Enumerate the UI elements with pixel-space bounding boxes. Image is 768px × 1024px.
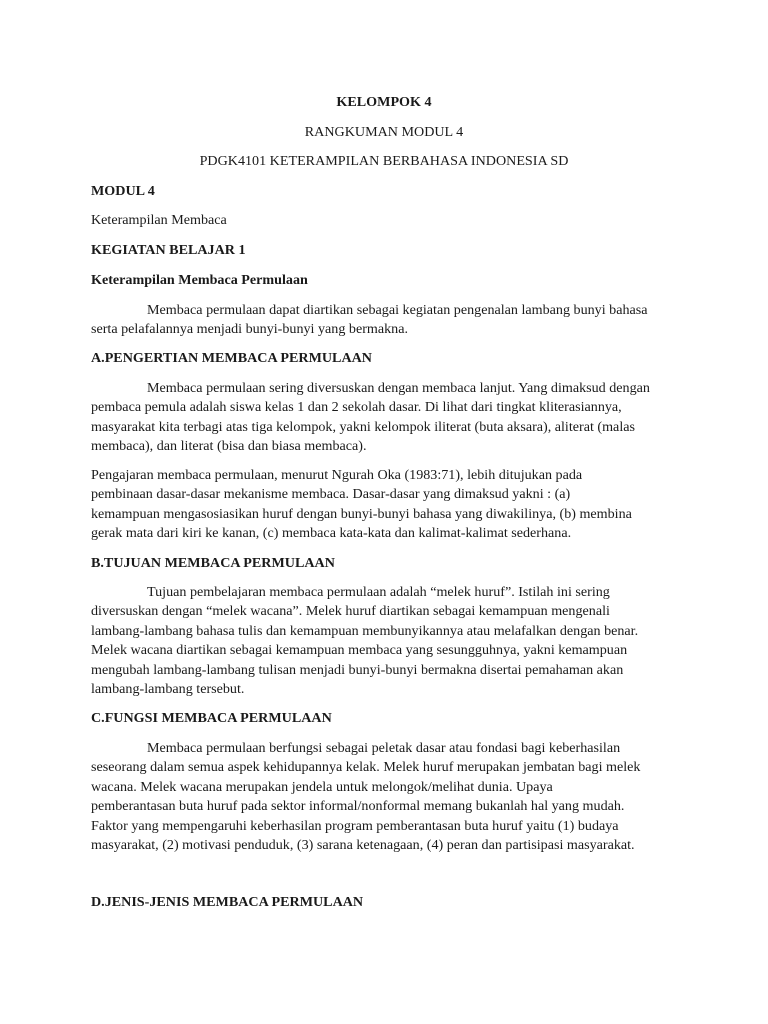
paragraph-line: Pengajaran membaca permulaan, menurut Ngurah Oka (1983:71), lebih ditujukan pada	[91, 467, 583, 483]
section-b-heading: B.TUJUAN MEMBACA PERMULAAN	[91, 555, 335, 571]
group-title: KELOMPOK 4	[336, 94, 432, 110]
paragraph-line: Faktor yang mempengaruhi keberhasilan program pemberantasan buta huruf yaitu (1) budaya	[91, 817, 619, 834]
paragraph-line: seseorang dalam semua aspek kehidupannya kelak. Melek huruf merupakan jembatan bagi melek	[91, 759, 641, 776]
section-a-heading: A.PENGERTIAN MEMBACA PERMULAAN	[91, 350, 372, 366]
activity-label: KEGIATAN BELAJAR 1	[91, 242, 246, 258]
paragraph-line: Membaca permulaan dapat diartikan sebagai kegiatan pengenalan lambang bunyi bahasa	[147, 302, 648, 318]
paragraph-line: Membaca permulaan sering diversuskan dengan membaca lanjut. Yang dimaksud dengan	[147, 380, 650, 396]
paragraph-line: kemampuan mengasosiasikan huruf dengan bunyi-bunyi bahasa yang diwakilinya, (b) membina	[91, 505, 632, 522]
paragraph-line: Tujuan pembelajaran membaca permulaan adalah “melek huruf”. Istilah ini sering	[147, 584, 610, 600]
module-label: MODUL 4	[91, 183, 155, 199]
paragraph-line: pembaca pemula adalah siswa kelas 1 dan 2 sekolah dasar. Di lihat dari tingkat kliterasiannya,	[91, 399, 622, 416]
paragraph-line: lambang-lambang tersebut.	[91, 681, 245, 698]
paragraph-line: lambang-lambang bahasa tulis dan kemampuan membunyikannya atau melafalkan dengan benar.	[91, 622, 639, 639]
section-a-paragraph-1	[91, 379, 681, 457]
intro-paragraph	[91, 301, 681, 340]
paragraph-line: wacana. Melek wacana merupakan jendela untuk melongok/melihat dunia. Upaya	[91, 778, 553, 795]
paragraph-line: Membaca permulaan berfungsi sebagai peletak dasar atau fondasi bagi keberhasilan	[147, 740, 621, 756]
section-d-heading: D.JENIS-JENIS MEMBACA PERMULAAN	[91, 894, 364, 910]
paragraph-line: diversuskan dengan “melek wacana”. Melek huruf diartikan sebagai kemampuan mengenali	[91, 603, 610, 620]
activity-subtitle: Keterampilan Membaca Permulaan	[91, 272, 308, 288]
paragraph-line: mengubah lambang-lambang tulisan menjadi bunyi-bunyi bermakna disertai pemahaman akan	[91, 661, 624, 678]
summary-title: RANGKUMAN MODUL 4	[304, 124, 464, 140]
section-c-paragraph	[91, 739, 681, 855]
paragraph-line: gerak mata dari kiri ke kanan, (c) membaca kata-kata dan kalimat-kalimat sederhana.	[91, 525, 572, 542]
paragraph-line: pembinaan dasar-dasar mekanisme membaca. Dasar-dasar yang dimaksud yakni : (a)	[91, 486, 571, 503]
section-c-heading: C.FUNGSI MEMBACA PERMULAAN	[91, 710, 332, 726]
course-title: PDGK4101 KETERAMPILAN BERBAHASA INDONESIA SD	[199, 153, 569, 169]
section-b-paragraph	[91, 583, 681, 699]
section-a-paragraph-2	[91, 466, 681, 544]
paragraph-line: masyarakat kita terbagi atas tiga kelompok, yakni kelompok iliterat (buta aksara), aliterat (malas	[91, 418, 635, 435]
module-topic: Keterampilan Membaca	[91, 212, 227, 228]
paragraph-line: membaca), dan literat (bisa dan biasa membaca).	[91, 438, 367, 455]
paragraph-line: masyarakat, (2) motivasi penduduk, (3) sarana ketenagaan, (4) peran dan partisipasi masyarakat.	[91, 837, 635, 854]
paragraph-line: Melek wacana diartikan sebagai kemampuan membaca yang sesungguhnya, yakni kemampuan	[91, 642, 628, 659]
paragraph-line: serta pelafalannya menjadi bunyi-bunyi yang bermakna.	[91, 321, 408, 338]
paragraph-line: pemberantasan buta huruf pada sektor informal/nonformal memang bukanlah hal yang mudah.	[91, 798, 625, 815]
